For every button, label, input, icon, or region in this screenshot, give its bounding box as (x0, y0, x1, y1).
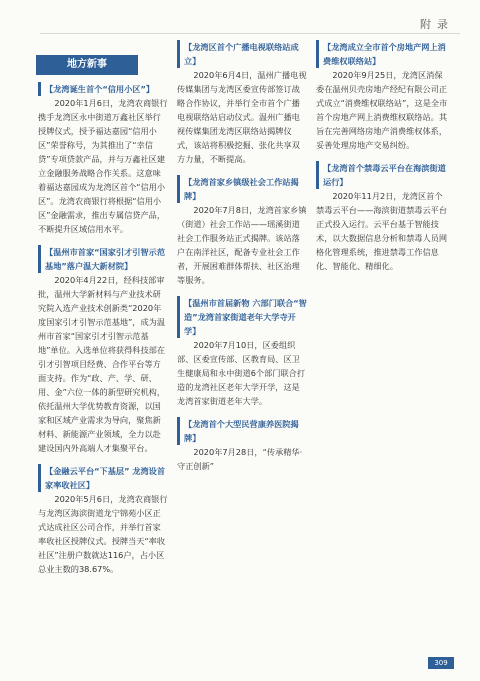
article (177, 296, 307, 408)
article (38, 464, 168, 576)
article-body: 2020年7月10日，区委组织部、区委宣传部、区教育局、区卫生健康局和永中街道6个部门联合打造的龙湾社区老年大学开学，这是龙湾首家街道老年大学。 (177, 340, 306, 406)
article-title: 【龙湾诞生首个“信用小区”】 (38, 82, 168, 96)
article-body: 2020年6月4日，温州广播电视传媒集团与龙湾区委宣传部签订战略合作协议，并举行全市首个广播电视联络站启动仪式。温州广播电视传媒集团龙湾区联络站揭牌仪式，该站将积极挖掘、张化共享双方力量，不断提高。 (177, 70, 307, 164)
column-left (38, 82, 168, 585)
article (316, 40, 448, 152)
article (38, 82, 168, 236)
article (177, 175, 307, 287)
article (38, 245, 168, 455)
page-number: 309 (428, 657, 454, 669)
article-title: 【温州市首届新物 六部门联合“智造”龙湾首家街道老年大学寺开学】 (177, 296, 307, 338)
article-body: 2020年7月28日，“传承精华·守正创新” (177, 447, 303, 471)
article-title: 【龙湾首个大型民营康养医院揭牌】 (177, 417, 307, 445)
article (177, 40, 307, 166)
article-title: 【金融云平台“下基层” 龙湾设首家率收社区】 (38, 464, 168, 492)
section-title: 附录 (420, 18, 454, 31)
article-body: 2020年1月6日，龙湾农商银行携手龙湾区永中街道万鑫社区举行授牌仪式，授予福达嘉园“信用小区”荣誉称号，为其推出了“幸信贷”专项贷款产品，并与万鑫社区建立金融服务战略合作关系。这意味着福达嘉园成为龙湾区首个“信用小区”。龙湾农商银行将根据“信用小区”金融需求，推出专属信贷产品，不断提升区域信用水平。 (38, 98, 168, 234)
article (177, 417, 307, 473)
article-title: 【龙湾首家乡镇级社会工作站揭牌】 (177, 175, 307, 203)
article-title: 【龙湾成立全市首个房地产网上消费维权联络站】 (316, 40, 448, 68)
banner-title: 地方新事 (36, 55, 138, 75)
column-middle (177, 40, 307, 482)
article-body: 2020年5月6日，龙湾农商银行与龙湾区海滨街道龙宁锦苑小区正式达成社区公司合作，并举行首家率收社区授牌仪式。授牌当天“率收社区”注册户数就达116户，占小区总业主数的38.67%。 (38, 494, 168, 574)
article-title: 【龙湾区首个广播电视联络站成立】 (177, 40, 307, 68)
article-body: 2020年11月2日，龙湾区首个禁毒云平台——海滨街道禁毒云平台正式投入运行。云平台基于智能技术，以大数据信息分析和禁毒人员网格化管理系统，推进禁毒工作信息化、智能化、精细化。 (316, 191, 448, 271)
article-title: 【龙湾首个禁毒云平台在海滨街道运行】 (316, 161, 448, 189)
column-right (316, 40, 448, 282)
article-title: 【温州市首家“国家引才引智示范基地”落户温大新材院】 (38, 245, 168, 273)
header-rule (40, 33, 460, 34)
article (316, 161, 448, 273)
article-body: 2020年4月22日，经科技部审批，温州大学新材料与产业技术研究院入选产业技术创新类“2020年度国家引才引智示范基地”，成为温州市首家“国家引才引智示范基地”单位。入选单位将获得科技部在引才引智项目经费、合作平台等方面支持。作为“政、产、学、研、用、金”六位一体的新型研究机构，依托温州大学优势教育资源，以国家和区域产业需求为导向，聚焦新材料、新能源产业领域，全力以赴建设国内外高端人才集聚平台。 (38, 275, 166, 453)
article-body: 2020年7月8日，龙湾首家乡镇（街道）社会工作站——瑶溪街道社会工作服务站正式揭牌。该站落户在南洋社区，配备专业社会工作者，开展困难群体帮扶、社区治理等服务。 (177, 205, 307, 285)
article-body: 2020年9月25日，龙湾区消保委在温州贝壳房地产经纪有限公司正式成立“消费维权联络站”，这是全市首个房地产网上消费维权联络站。其旨在完善网络房地产消费维权体系，妥善处理房地产交易纠纷。 (316, 70, 448, 150)
